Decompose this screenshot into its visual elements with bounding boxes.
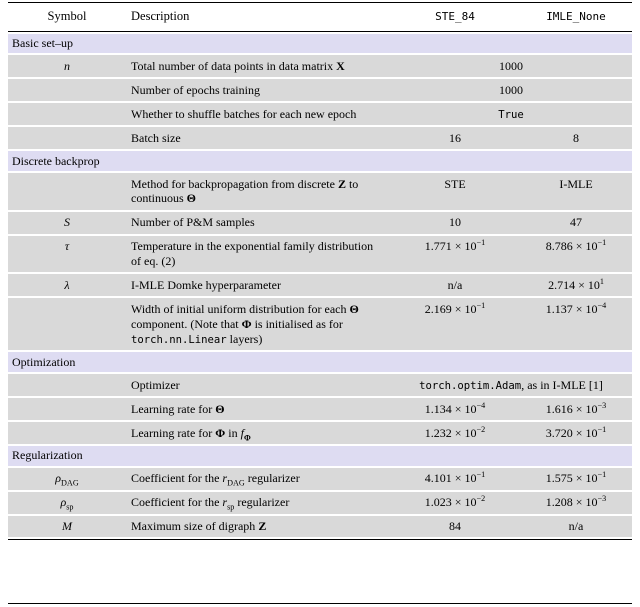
section-header-row	[8, 34, 632, 54]
table-row	[8, 173, 632, 210]
value-cell-ste84: $1.023 \times 10^{-2}$	[390, 492, 520, 514]
value-cell-imlenone: $3.720 \times 10^{-1}$	[520, 422, 632, 444]
symbol-cell	[8, 298, 126, 350]
value-cell-imlenone: 47	[520, 212, 632, 234]
value-cell-span: 1000	[390, 79, 632, 101]
description-cell: Maximum size of digraph Z	[126, 516, 390, 538]
description-cell: Method for backpropagation from discrete Z to continuous Θ	[126, 173, 390, 210]
table-header-row	[8, 5, 632, 32]
symbol-cell	[8, 79, 126, 101]
symbol-cell: n	[8, 55, 126, 77]
description-cell: Width of initial uniform distribution for each Θ component. (Note that Φ is initialised as for torch.nn.Linear layers)	[126, 298, 390, 350]
bottom-rule	[8, 539, 632, 540]
description-cell: Coefficient for the $r_{DAG}$ regularizer	[126, 468, 390, 490]
section-title: Optimization	[8, 352, 632, 372]
table-row	[8, 274, 632, 296]
section-header-row	[8, 446, 632, 466]
description-cell: I-MLE Domke hyperparameter	[126, 274, 390, 296]
description-cell: Temperature in the exponential family distribution of eq. (2)	[126, 236, 390, 273]
value-cell-span: True	[390, 103, 632, 125]
column-header-description: Description	[126, 5, 390, 32]
value-cell-ste84: n/a	[390, 274, 520, 296]
value-cell-ste84: 84	[390, 516, 520, 538]
bottom-edge-rule	[8, 603, 632, 604]
table-row	[8, 398, 632, 420]
hyperparameter-table	[8, 3, 632, 539]
value-cell-imlenone: 8	[520, 127, 632, 149]
table-row	[8, 516, 632, 538]
value-cell-imlenone: $1.208 \times 10^{-3}$	[520, 492, 632, 514]
value-cell-imlenone: n/a	[520, 516, 632, 538]
value-cell-imlenone: I-MLE	[520, 173, 632, 210]
description-cell: Whether to shuffle batches for each new epoch	[126, 103, 390, 125]
symbol-cell	[8, 398, 126, 420]
value-cell-span: 1000	[390, 55, 632, 77]
value-cell-imlenone: $8.786 \times 10^{-1}$	[520, 236, 632, 273]
description-cell: Number of epochs training	[126, 79, 390, 101]
symbol-cell	[8, 173, 126, 210]
value-cell-ste84: STE	[390, 173, 520, 210]
description-cell: Batch size	[126, 127, 390, 149]
section-title: Basic set–up	[8, 34, 632, 54]
symbol-cell	[8, 422, 126, 444]
description-cell: Total number of data points in data matrix X	[126, 55, 390, 77]
table-row	[8, 127, 632, 149]
value-cell-ste84: $4.101 \times 10^{-1}$	[390, 468, 520, 490]
symbol-cell	[8, 127, 126, 149]
table-row	[8, 374, 632, 396]
section-header-row	[8, 352, 632, 372]
value-cell-imlenone: $1.575 \times 10^{-1}$	[520, 468, 632, 490]
value-cell-imlenone: $2.714 \times 10^1$	[520, 274, 632, 296]
description-cell: Learning rate for Θ	[126, 398, 390, 420]
value-cell-ste84: 10	[390, 212, 520, 234]
table-body	[8, 34, 632, 538]
symbol-cell: λ	[8, 274, 126, 296]
value-cell-ste84: 16	[390, 127, 520, 149]
table-row	[8, 236, 632, 273]
section-title: Discrete backprop	[8, 151, 632, 171]
table-row	[8, 422, 632, 444]
table-row	[8, 79, 632, 101]
column-header-imle-none: IMLE_None	[520, 5, 632, 32]
symbol-cell: M	[8, 516, 126, 538]
column-header-symbol: Symbol	[8, 5, 126, 32]
description-cell: Optimizer	[126, 374, 390, 396]
value-cell-span: torch.optim.Adam, as in I-MLE [1]	[390, 374, 632, 396]
section-title: Regularization	[8, 446, 632, 466]
value-cell-imlenone: $1.137 \times 10^{-4}$	[520, 298, 632, 350]
symbol-cell: $\rho_{sp}$	[8, 492, 126, 514]
description-cell: Number of P&M samples	[126, 212, 390, 234]
symbol-cell: $\rho_{DAG}$	[8, 468, 126, 490]
table-row	[8, 103, 632, 125]
section-header-row	[8, 151, 632, 171]
symbol-cell	[8, 103, 126, 125]
description-cell: Learning rate for Φ in $f_\Phi$	[126, 422, 390, 444]
table-row	[8, 55, 632, 77]
symbol-cell: τ	[8, 236, 126, 273]
column-header-ste-84: STE_84	[390, 5, 520, 32]
symbol-cell: S	[8, 212, 126, 234]
value-cell-ste84: $2.169 \times 10^{-1}$	[390, 298, 520, 350]
value-cell-ste84: $1.232 \times 10^{-2}$	[390, 422, 520, 444]
value-cell-ste84: $1.134 \times 10^{-4}$	[390, 398, 520, 420]
symbol-cell	[8, 374, 126, 396]
value-cell-ste84: $1.771 \times 10^{-1}$	[390, 236, 520, 273]
table-row	[8, 212, 632, 234]
table-row	[8, 298, 632, 350]
description-cell: Coefficient for the $r_{sp}$ regularizer	[126, 492, 390, 514]
table-row	[8, 468, 632, 490]
value-cell-imlenone: $1.616 \times 10^{-3}$	[520, 398, 632, 420]
table-row	[8, 492, 632, 514]
